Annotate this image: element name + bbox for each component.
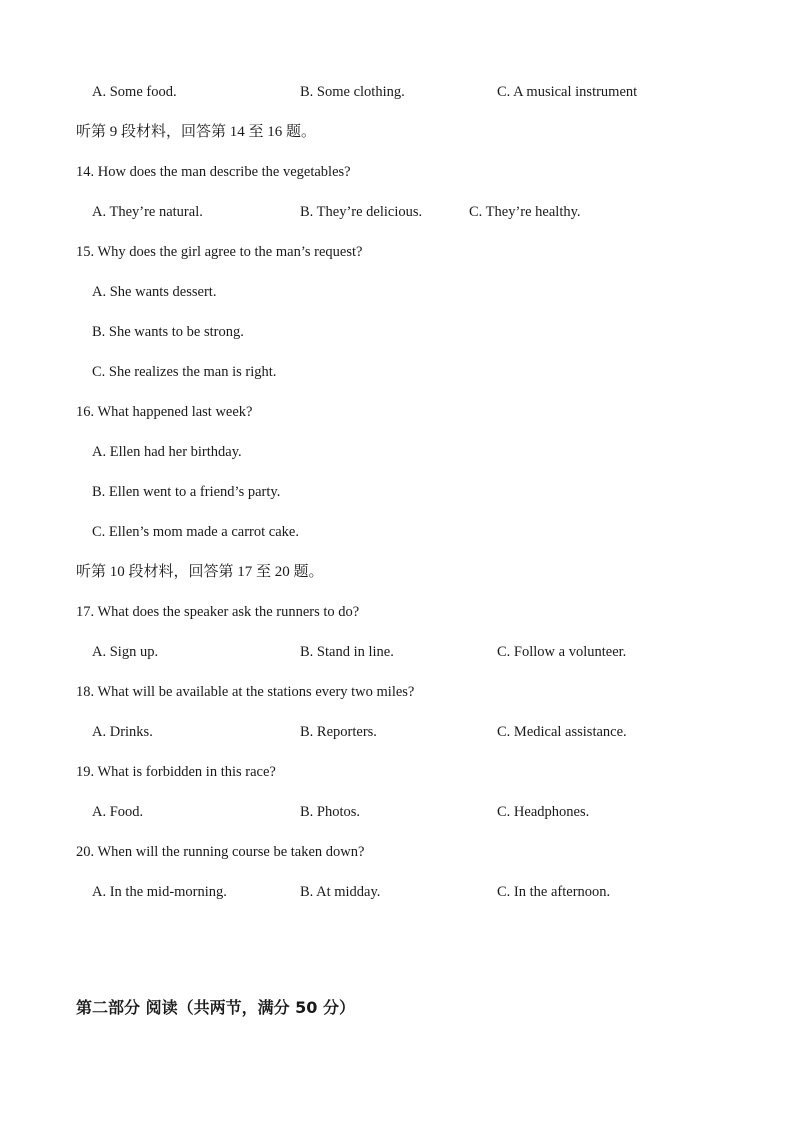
- q19-option-c: C. Headphones.: [497, 804, 590, 820]
- q18-stem: 18. What will be available at the stations every two miles?: [76, 684, 415, 700]
- q19-option-a: A. Food.: [92, 804, 144, 820]
- q16-stem: 16. What happened last week?: [76, 404, 253, 420]
- q15-option-b: B. She wants to be strong.: [92, 324, 244, 340]
- q17-option-a: A. Sign up.: [92, 644, 159, 660]
- q14-option-c: C. They’re healthy.: [469, 204, 581, 220]
- q15-option-c: C. She realizes the man is right.: [92, 364, 277, 380]
- q18-option-b: B. Reporters.: [300, 724, 377, 740]
- instruction-material-9: 听第 9 段材料，回答第 14 至 16 题。: [76, 124, 317, 140]
- part-two-heading: 第二部分 阅读（共两节，满分 50 分）: [76, 998, 355, 1017]
- q17-option-c: C. Follow a volunteer.: [497, 644, 627, 660]
- q20-option-b: B. At midday.: [300, 884, 381, 900]
- q16-option-b: B. Ellen went to a friend’s party.: [92, 484, 281, 500]
- q19-option-b: B. Photos.: [300, 804, 361, 820]
- q15-option-a: A. She wants dessert.: [92, 284, 217, 300]
- q14-option-a: A. They’re natural.: [92, 204, 203, 220]
- q16-option-c: C. Ellen’s mom made a carrot cake.: [92, 524, 299, 540]
- q20-option-a: A. In the mid-morning.: [92, 884, 227, 900]
- q17-stem: 17. What does the speaker ask the runners to do?: [76, 604, 360, 620]
- instruction-material-10: 听第 10 段材料，回答第 17 至 20 题。: [76, 564, 324, 580]
- q13-option-b: B. Some clothing.: [300, 84, 405, 100]
- q16-option-a: A. Ellen had her birthday.: [92, 444, 242, 460]
- q20-stem: 20. When will the running course be taken down?: [76, 844, 365, 860]
- q13-option-c: C. A musical instrument: [497, 84, 638, 100]
- q14-option-b: B. They’re delicious.: [300, 204, 423, 220]
- q13-option-a: A. Some food.: [92, 84, 177, 100]
- q20-option-c: C. In the afternoon.: [497, 884, 611, 900]
- q14-stem: 14. How does the man describe the vegetables?: [76, 164, 351, 180]
- q18-option-a: A. Drinks.: [92, 724, 153, 740]
- q19-stem: 19. What is forbidden in this race?: [76, 764, 276, 780]
- q17-option-b: B. Stand in line.: [300, 644, 394, 660]
- q18-option-c: C. Medical assistance.: [497, 724, 627, 740]
- q15-stem: 15. Why does the girl agree to the man’s request?: [76, 244, 363, 260]
